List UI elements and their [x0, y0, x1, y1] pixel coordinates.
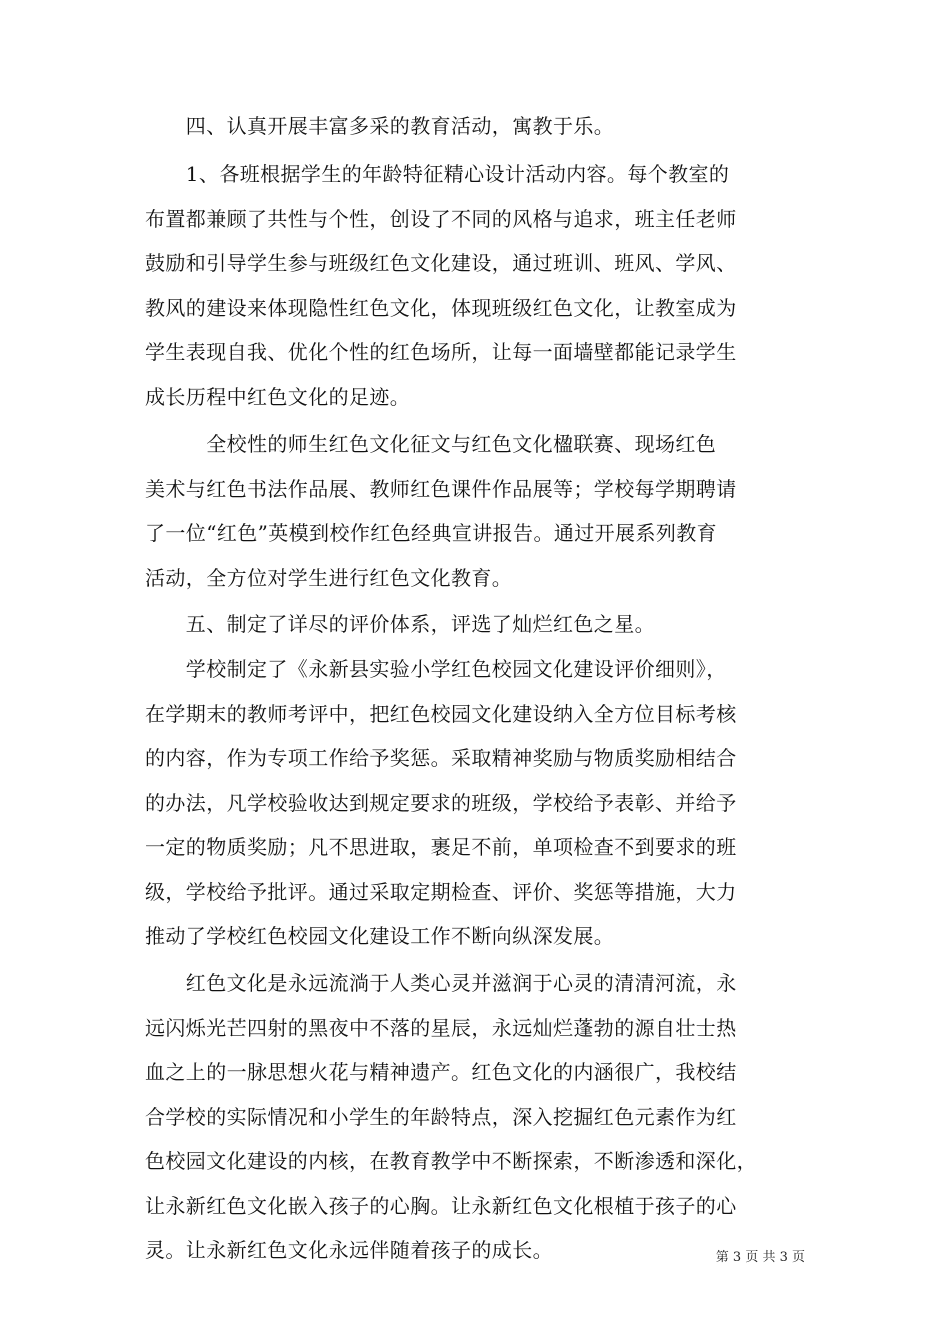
- text-line: 全校性的师生红色文化征文与红色文化楹联赛、现场红色: [145, 432, 717, 456]
- text-line: 活动，全方位对学生进行红色文化教育。: [145, 566, 513, 590]
- text-line: 血之上的一脉思想火花与精神遗产。红色文化的内涵很广，我校结: [145, 1060, 737, 1084]
- text-line: 级，学校给予批评。通过采取定期检查、评价、奖惩等措施，大力: [145, 880, 737, 904]
- text-line: 鼓励和引导学生参与班级红色文化建设，通过班训、班风、学风、: [145, 251, 737, 275]
- text-line: 成长历程中红色文化的足迹。: [145, 385, 411, 409]
- text-line: 布置都兼顾了共性与个性，创设了不同的风格与追求，班主任老师: [145, 207, 737, 231]
- text-line: 1、各班根据学生的年龄特征精心设计活动内容。每个教室的: [145, 162, 730, 186]
- page-number: 第 3 页 共 3 页: [715, 1250, 805, 1265]
- text-line: 的内容，作为专项工作给予奖惩。采取精神奖励与物质奖励相结合: [145, 746, 737, 770]
- text-line: 色校园文化建设的内核，在教育教学中不断探索，不断渗透和深化，: [145, 1149, 757, 1173]
- text-line: 了一位“红色”英模到校作红色经典宣讲报告。通过开展系列教育: [145, 521, 718, 545]
- text-line: 学校制定了《永新县实验小学红色校园文化建设评价细则》，: [145, 657, 727, 681]
- text-line: 四、认真开展丰富多采的教育活动，寓教于乐。: [145, 114, 615, 138]
- text-line: 在学期末的教师考评中，把红色校园文化建设纳入全方位目标考核: [145, 702, 737, 726]
- text-line: 五、制定了详尽的评价体系，评选了灿烂红色之星。: [145, 612, 655, 636]
- text-line: 灵。让永新红色文化永远伴随着孩子的成长。: [145, 1238, 553, 1262]
- text-line: 美术与红色书法作品展、教师红色课件作品展等；学校每学期聘请: [145, 477, 737, 501]
- text-line: 学生表现自我、优化个性的红色场所，让每一面墙壁都能记录学生: [145, 340, 737, 364]
- text-line: 合学校的实际情况和小学生的年龄特点，深入挖掘红色元素作为红: [145, 1105, 737, 1129]
- text-line: 推动了学校红色校园文化建设工作不断向纵深发展。: [145, 924, 615, 948]
- text-line: 一定的物质奖励；凡不思进取，裹足不前，单项检查不到要求的班: [145, 835, 737, 859]
- text-line: 的办法，凡学校验收达到规定要求的班级，学校给予表彰、并给予: [145, 791, 737, 815]
- text-line: 远闪烁光芒四射的黑夜中不落的星辰，永远灿烂蓬勃的源自壮士热: [145, 1016, 737, 1040]
- text-line: 红色文化是永远流淌于人类心灵并滋润于心灵的清清河流，永: [145, 971, 737, 995]
- text-line: 教风的建设来体现隐性红色文化，体现班级红色文化，让教室成为: [145, 296, 737, 320]
- text-line: 让永新红色文化嵌入孩子的心胸。让永新红色文化根植于孩子的心: [145, 1194, 737, 1218]
